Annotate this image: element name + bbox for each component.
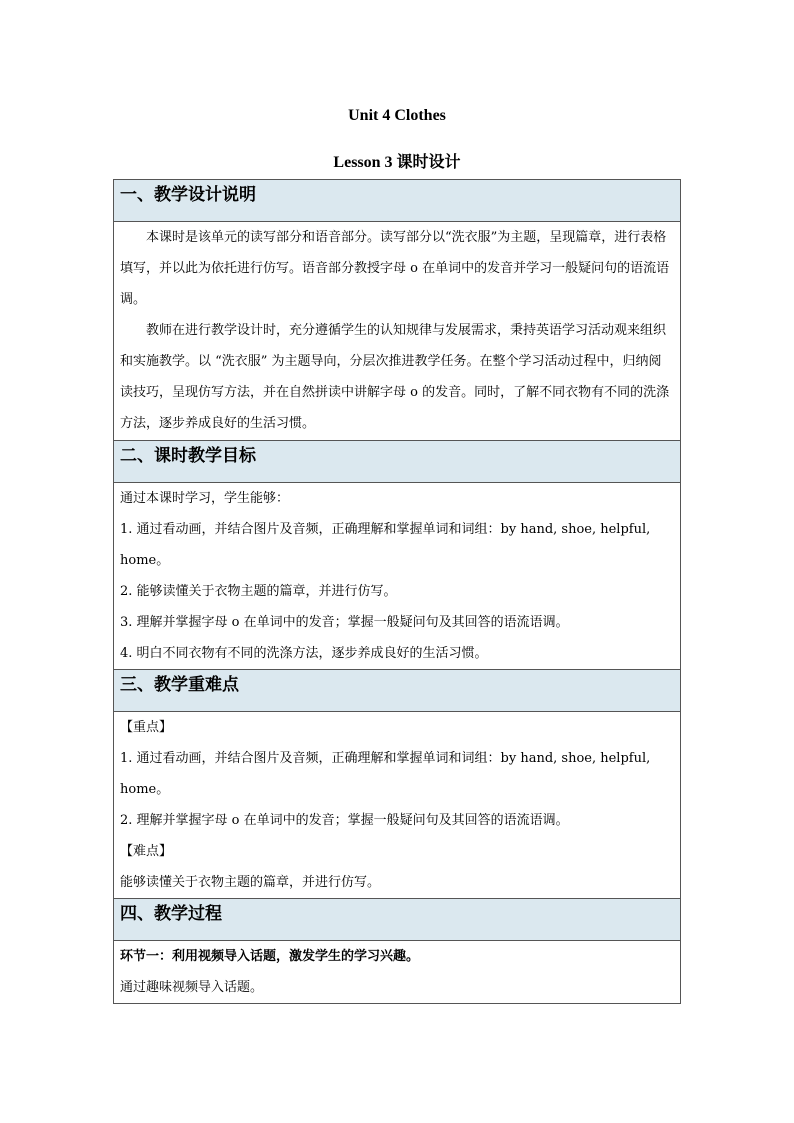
key-point-item: 2. 理解并掌握字母 o 在单词中的发音；掌握一般疑问句及其回答的语流语调。 xyxy=(120,813,569,828)
objectives-intro: 通过本课时学习，学生能够： xyxy=(120,491,290,506)
section-4-body xyxy=(114,941,681,1004)
section-3-heading: 三、教学重难点 xyxy=(114,670,681,712)
section-1-heading: 一、教学设计说明 xyxy=(114,180,681,222)
section-3-body xyxy=(114,712,681,899)
section-4-heading: 四、教学过程 xyxy=(114,899,681,941)
objective-item: 4. 明白不同衣物有不同的洗涤方法，逐步养成良好的生活习惯。 xyxy=(120,646,488,661)
key-points-label: 【重点】 xyxy=(120,720,173,735)
section-3-header xyxy=(114,670,681,712)
design-note-paragraph-2: 教师在进行教学设计时，充分遵循学生的认知规律与发展需求，秉持英语学习活动观来组织和实施教学。以 “洗衣服” 为主题导向，分层次推进教学任务。在整个学习活动过程中，归纳阅读技巧，呈现仿写方法，并在自然拼读中讲解字母 o 的发音。同时，了解不同衣物有不同的洗涤方法，逐步养成良好的生活习惯。 xyxy=(120,323,670,431)
unit-title: Unit 4 Clothes xyxy=(348,107,446,124)
key-point-item: 1. 通过看动画，并结合图片及音频，正确理解和掌握单词和词组：by hand, shoe, helpful, home。 xyxy=(120,751,651,797)
difficult-points-label: 【难点】 xyxy=(120,844,173,859)
section-1-body xyxy=(114,222,681,441)
section-1-header xyxy=(114,180,681,222)
objective-item: 1. 通过看动画，并结合图片及音频，正确理解和掌握单词和词组：by hand, shoe, helpful, home。 xyxy=(120,522,651,568)
section-4-header xyxy=(114,899,681,941)
lesson-plan-table xyxy=(113,179,681,1004)
difficult-point-text: 能够读懂关于衣物主题的篇章，并进行仿写。 xyxy=(120,875,381,890)
objective-item: 2. 能够读懂关于衣物主题的篇章，并进行仿写。 xyxy=(120,584,397,599)
objective-item: 3. 理解并掌握字母 o 在单词中的发音；掌握一般疑问句及其回答的语流语调。 xyxy=(120,615,569,630)
step-1-title: 环节一：利用视频导入话题，激发学生的学习兴趣。 xyxy=(120,949,420,964)
lesson-title: Lesson 3 课时设计 xyxy=(333,154,461,171)
section-2-header xyxy=(114,441,681,483)
section-2-heading: 二、课时教学目标 xyxy=(114,441,681,483)
design-note-paragraph-1: 本课时是该单元的读写部分和语音部分。读写部分以“洗衣服”为主题，呈现篇章，进行表格填写，并以此为依托进行仿写。语音部分教授字母 o 在单词中的发音并学习一般疑问句的语流语调。 xyxy=(120,230,670,307)
section-2-body xyxy=(114,483,681,670)
step-1-text: 通过趣味视频导入话题。 xyxy=(120,980,264,995)
